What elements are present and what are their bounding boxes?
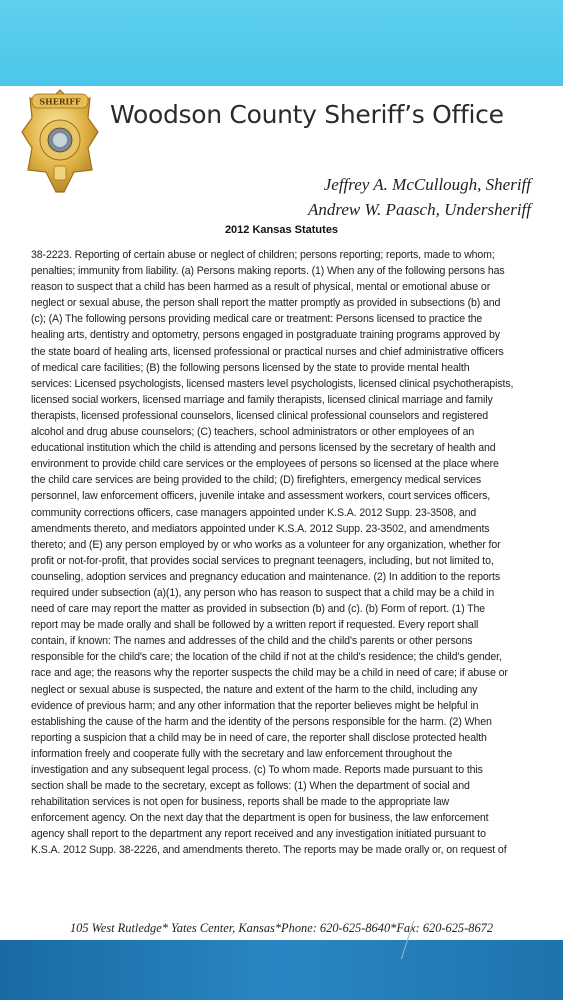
statute-line: (c); (A) The following persons providing medical care or treatment: Persons licensed to practice the (31, 313, 483, 326)
statute-line: required under subsection (a)(1), any person who has reason to suspect that a child may be a child in (31, 586, 495, 599)
statute-heading: 2012 Kansas Statutes (224, 224, 339, 236)
officials-block (211, 172, 531, 222)
statute-line: evidence of previous harm; and any other information that the reporter believes might be helpful in (31, 699, 479, 712)
statute-line: healing arts, dentistry and optometry, persons engaged in postgraduate training programs approved by (31, 329, 500, 342)
statute-line: therapists, licensed professional counselors, licensed clinical professional counselors and registered (31, 409, 489, 422)
statute-line: investigation and any subsequent legal process. (c) To whom made. Reports made pursuant to this (31, 764, 483, 776)
statute-line: thereto; and (E) any person employed by or who works as a volunteer for any organization, whether for (31, 538, 501, 551)
statute-line: of medical care facilities; (B) the following persons licensed by the state to provide mental health (31, 361, 470, 374)
statute-line: reporting a suspicion that a child may be in need of care, the reporter shall disclose protected health (31, 731, 487, 744)
statute-line: services: Licensed psychologists, licensed masters level psychologists, licensed clinical psychotherapists, (31, 377, 514, 390)
statute-line: establishing the cause of the harm and the identity of the persons responsible for the harm. (2) When (31, 715, 492, 728)
statute-line: educational institution which the child is attending and persons licensed by the secretary of health and (31, 442, 496, 455)
statute-line: amendments thereto, and mediators appointed under K.S.A. 2012 Supp. 23-3502, and amendments (31, 522, 490, 535)
statute-line: the state board of healing arts, licensed professional or practical nurses and chief administrative officers (31, 345, 504, 358)
statute-line: neglect or sexual abuse, the person shall report the matter promptly as provided in subsections (b) and (31, 297, 501, 310)
statute-line: rehabilitation services is not open for business, reports shall be made to the appropriate law (31, 796, 450, 809)
statute-line: need of care may report the matter as provided in subsection (b) and (c). (b) Form of report. (1) The (31, 603, 486, 616)
statute-line: contain, if known: The names and addresses of the child and the child's parents or other persons (31, 635, 473, 648)
statute-line: penalties; immunity from liability. (a) Persons making reports. (1) When any of the following persons has (31, 265, 505, 278)
statute-line: report may be made orally and shall be followed by a written report if requested. Every report shall (31, 619, 479, 632)
office-title: Woodson County Sheriff’s Office (110, 100, 504, 129)
statute-line: race and age; the reasons why the reporter suspects the child may be a child in need of care; if abuse or (31, 667, 508, 680)
statute-line: 38-2223. Reporting of certain abuse or neglect of children; persons reporting; reports, made to whom; (31, 249, 495, 261)
statute-line: enforcement agency. On the next day that the department is open for business, the law enforcement (31, 812, 489, 825)
statute-text (31, 247, 534, 859)
statute-line: section shall be made to the secretary, except as follows: (1) When the department of social and (31, 780, 470, 793)
statute-line: personnel, law enforcement officers, juvenile intake and assessment workers, court services officers, (31, 490, 491, 503)
statute-line: environment to provide child care services or the employees of persons so licensed at the place where (31, 458, 499, 471)
statute-line: information freely and cooperate fully with the secretary and law enforcement throughout the (31, 747, 453, 760)
bottom-accent-band (0, 940, 563, 1000)
statute-line: licensed social workers, licensed marriage and family therapists, licensed clinical marriage and family (31, 393, 493, 406)
footer-address: 105 West Rutledge* Yates Center, Kansas*Phone: 620-625-8640*Fax: 620-625-8672 (69, 921, 494, 935)
statute-line: responsible for the child's care; the location of the child if not at the child's residence; the child's gender, (31, 651, 502, 664)
undersheriff-name: Andrew W. Paasch, Undersheriff (307, 200, 531, 219)
top-accent-band (0, 0, 563, 86)
sheriff-badge-icon (20, 88, 100, 198)
statute-line: profit or not-for-profit, that provides social services to pregnant teenagers, including, but not limited to, (31, 554, 494, 567)
statute-line: the child care services are being provided to the child; (D) firefighters, emergency medical services (31, 474, 482, 487)
badge-text: SHERIFF (39, 96, 81, 107)
statute-line: neglect or sexual abuse is suspected, the nature and extent of the harm to the child, including any (31, 683, 478, 696)
statute-line: community corrections officers, case managers appointed under K.S.A. 2012 Supp. 23-3508, and (31, 506, 477, 519)
statute-line: K.S.A. 2012 Supp. 38-2226, and amendments thereto. The reports may be made orally or, on request of (31, 844, 507, 857)
statute-line: alcohol and drug abuse counselors; (C) teachers, school administrators or other employees of an (31, 426, 475, 439)
statute-line: reason to suspect that a child has been harmed as a result of physical, mental or emotional abuse or (31, 281, 491, 294)
statute-line: counseling, adoption services and pregnancy education and maintenance. (2) In addition to the reports (31, 570, 501, 583)
sheriff-name: Jeffrey A. McCullough, Sheriff (323, 175, 531, 194)
statute-line: agency shall report to the department any report received and any investigation initiated pursuant to (31, 828, 486, 841)
